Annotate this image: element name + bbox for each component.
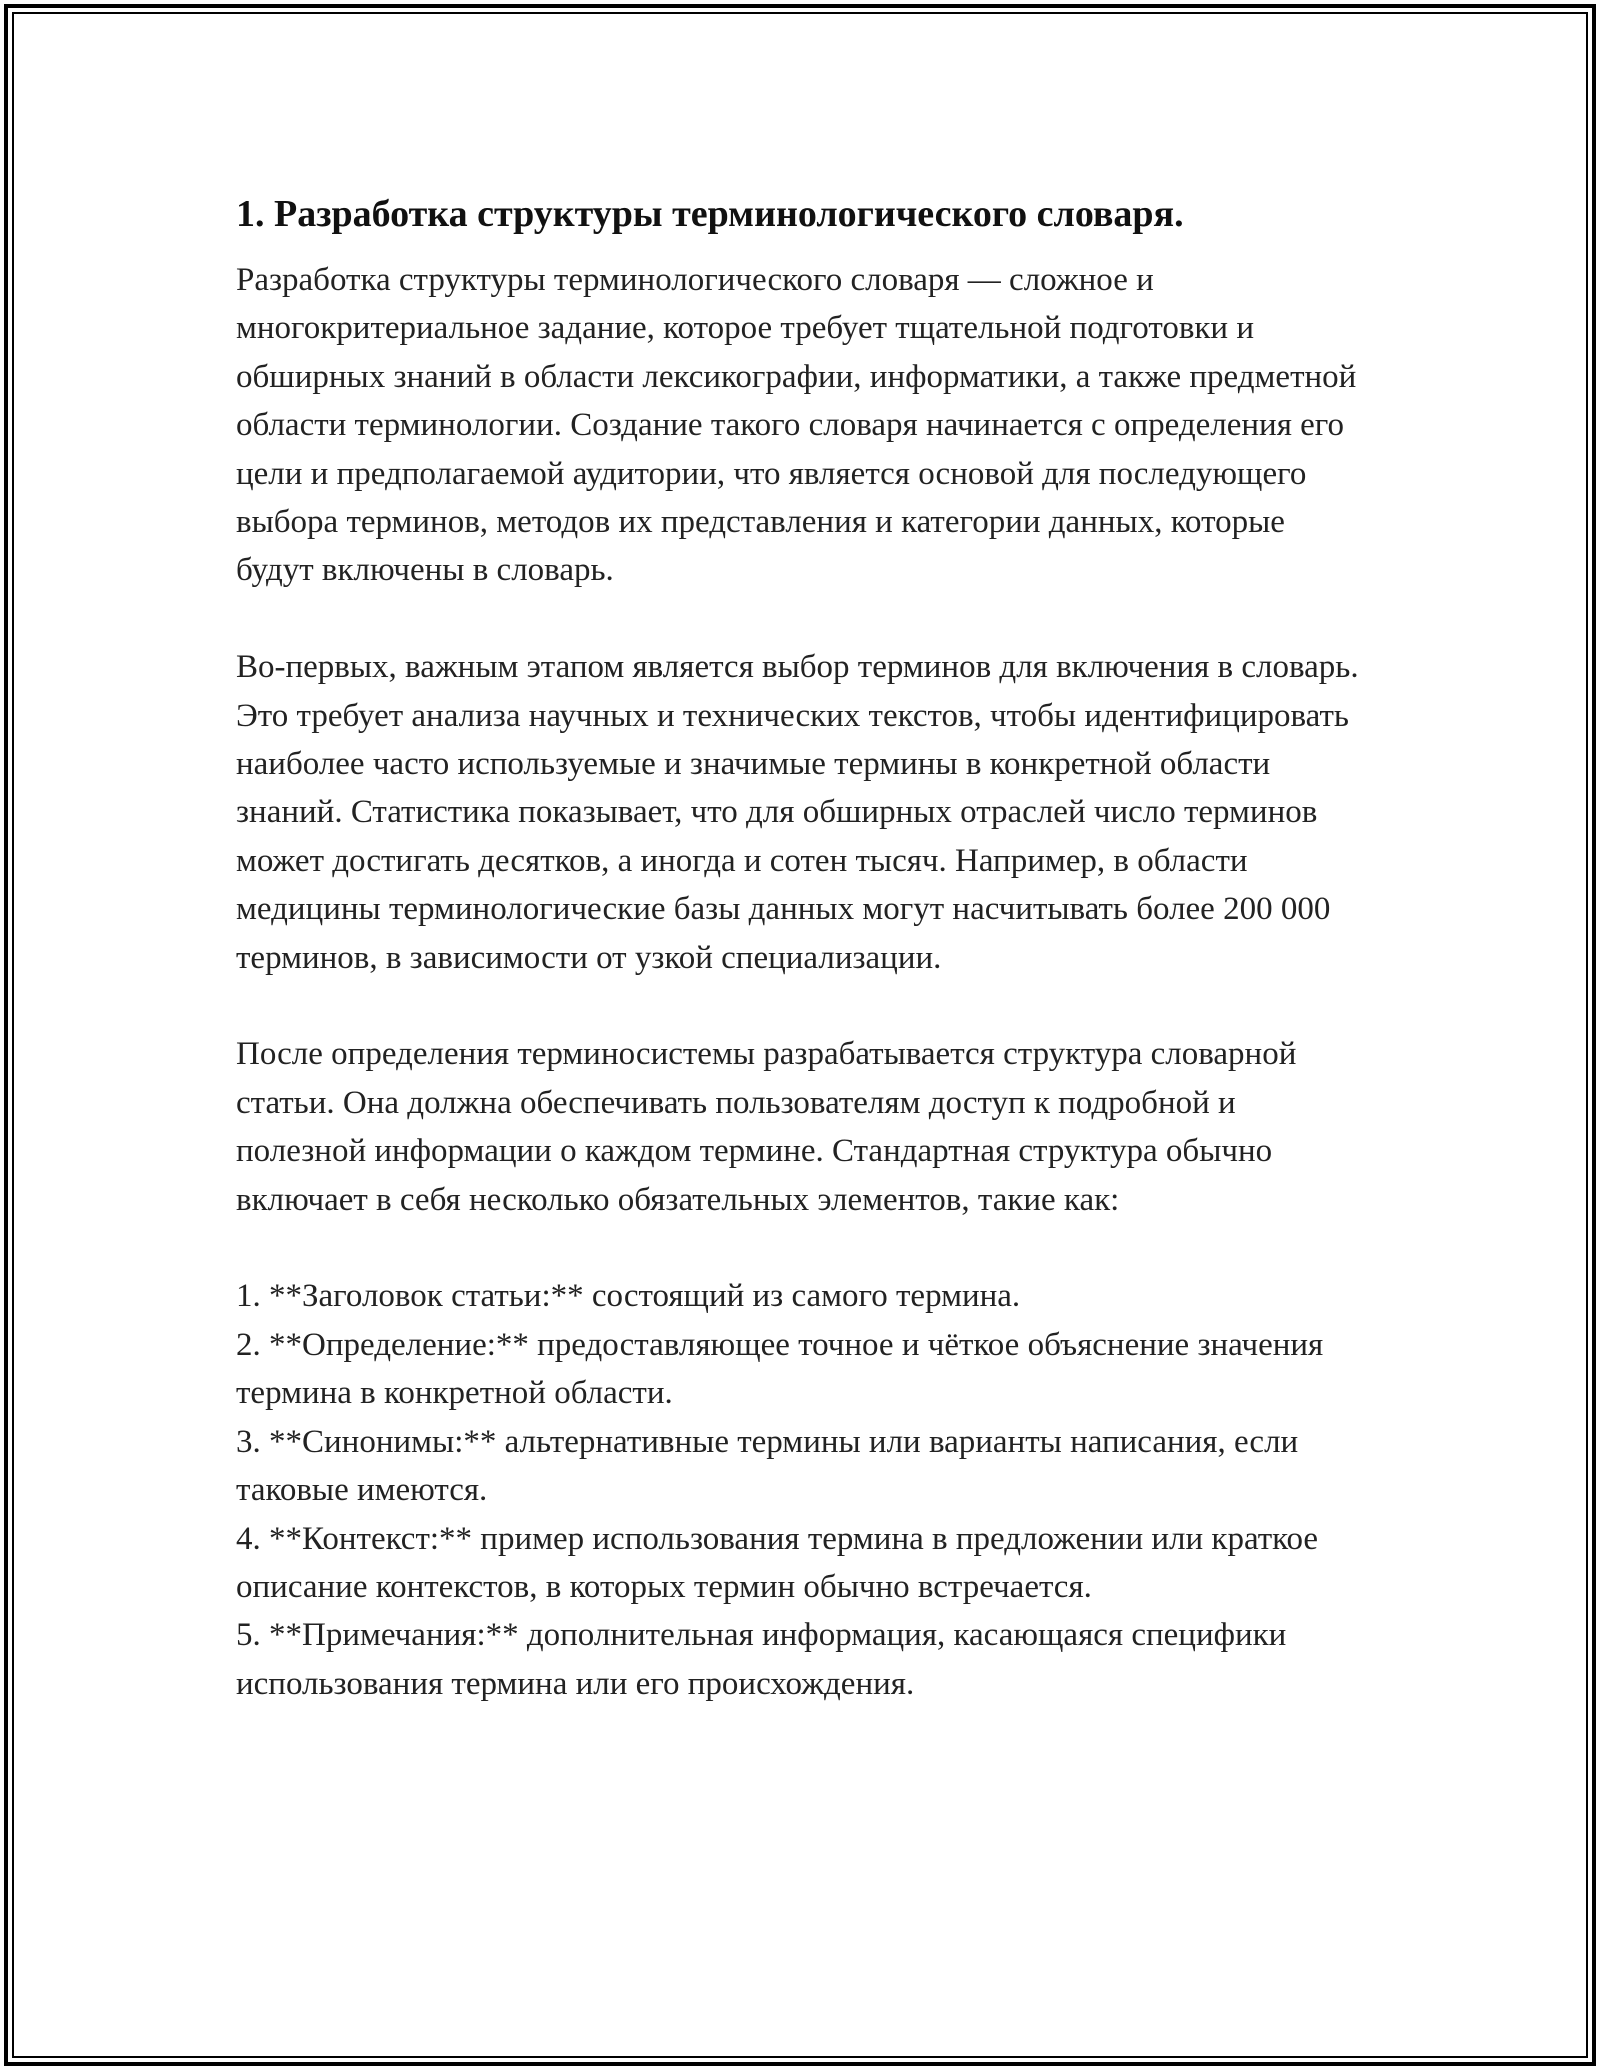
list-item: 5. **Примечания:** дополнительная информация, касающаяся специфики использования термина или его происхождения. bbox=[236, 1617, 1287, 1702]
section-title: 1. Разработка структуры терминологического словаря. bbox=[236, 193, 1184, 235]
entry-elements-list bbox=[236, 1272, 1366, 1708]
document-body bbox=[236, 186, 1366, 1708]
paragraph-entry-structure: После определения терминосистемы разрабатывается структура словарной статьи. Она должна обеспечивать пользователям доступ к подробной и полезной информации о каждом термине. Стандартная структура обычно включает в себя несколько обязательных элементов, такие как: bbox=[236, 1036, 1297, 1218]
list-item: 2. **Определение:** предоставляющее точное и чёткое объяснение значения термина в конкретной области. bbox=[236, 1326, 1324, 1412]
paragraph-intro: Разработка структуры терминологического словаря — сложное и многокритериальное задание, которое требует тщательной подготовки и обширных знаний в области лексикографии, информатики, а также предметной области терминологии. Создание такого словаря начинается с определения его цели и предполагаемой аудитории, что является основой для последующего выбора терминов, методов их представления и категории данных, которые будут включены в словарь. bbox=[236, 262, 1357, 589]
list-item: 1. **Заголовок статьи:** состоящий из самого термина. bbox=[236, 1278, 1021, 1315]
list-item: 3. **Синонимы:** альтернативные термины или варианты написания, если таковые имеются. bbox=[236, 1423, 1299, 1509]
paragraph-term-selection: Во-первых, важным этапом является выбор терминов для включения в словарь. Это требует анализа научных и технических текстов, чтобы идентифицировать наиболее часто используемые и значимые термины в конкретной области знаний. Статистика показывает, что для обширных отраслей число терминов может достигать десятков, а иногда и сотен тысяч. Например, в области медицины терминологические базы данных могут насчитывать более 200 000 терминов, в зависимости от узкой специализации. bbox=[236, 649, 1359, 976]
list-item: 4. **Контекст:** пример использования термина в предложении или краткое описание контекстов, в которых термин обычно встречается. bbox=[236, 1520, 1319, 1605]
